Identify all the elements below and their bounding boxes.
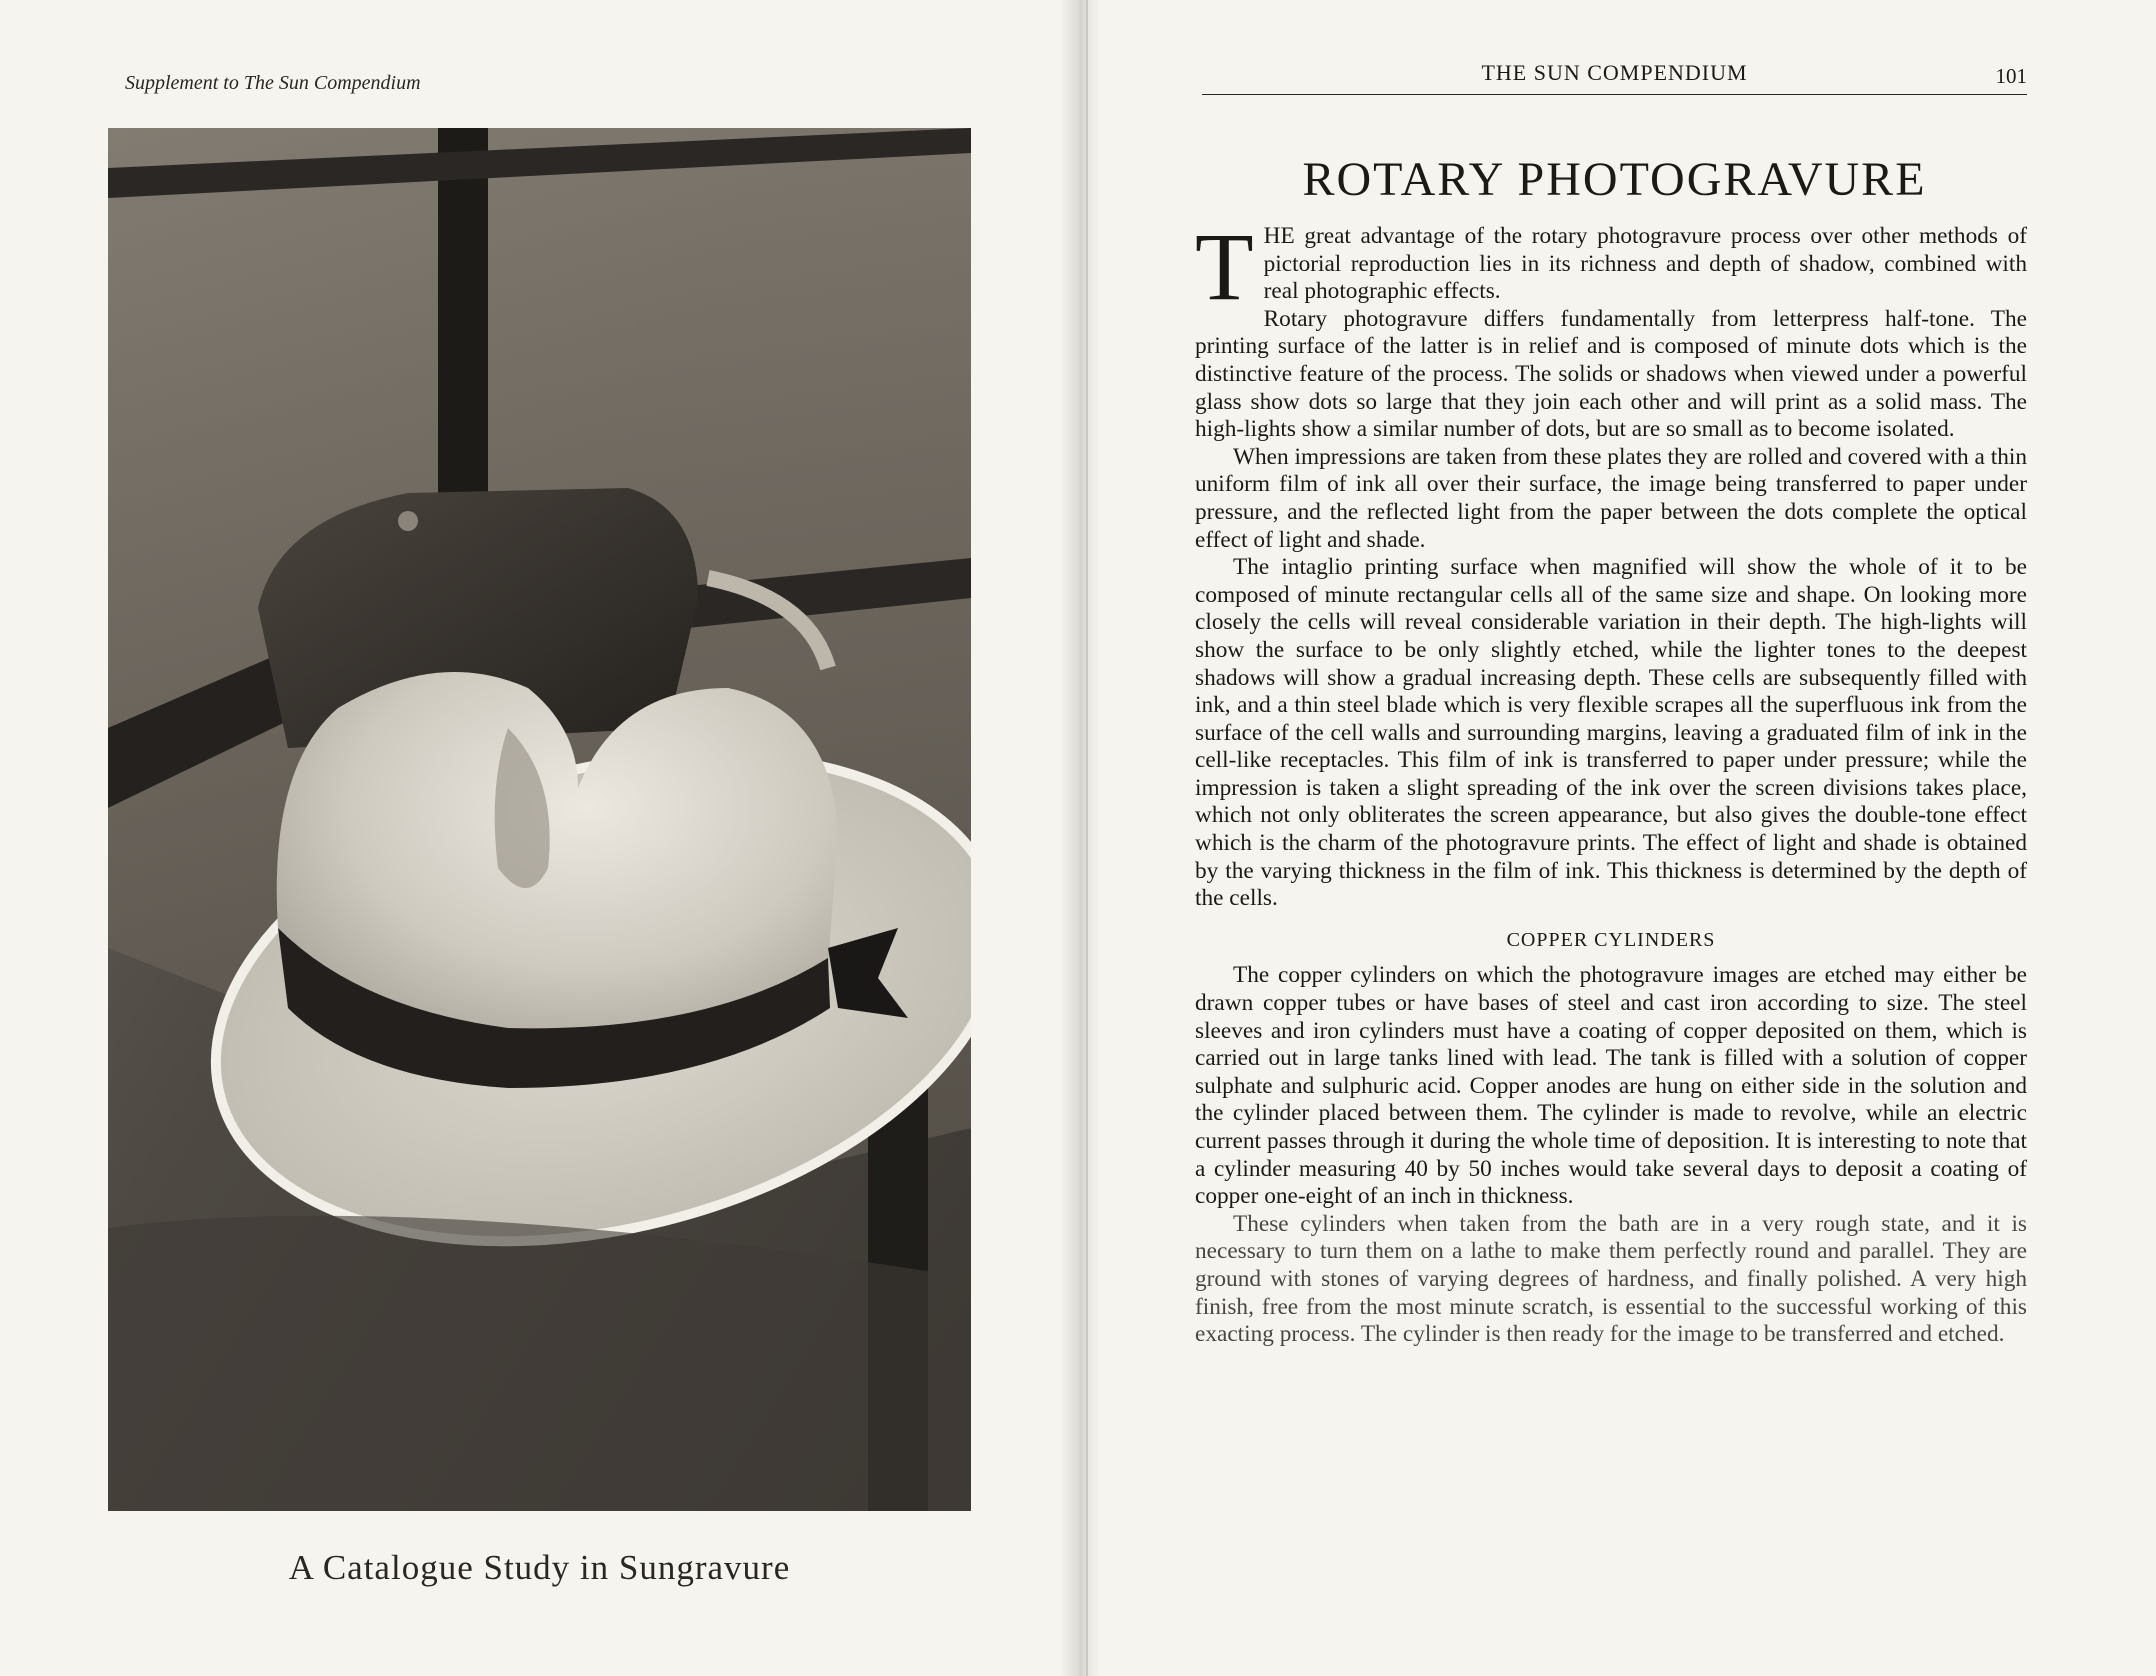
body-paragraph: These cylinders when taken from the bath are in a very rough state, and it is necessary to turn them on a lathe to make them perfectly round and parallel. They are ground with stones of varying degrees of hardness, and finally polished. A very high finish, free from the most minute scratch, is essential to the successful working of this exacting process. The cylinder is then ready for the image to be transferred and etched. bbox=[1195, 1210, 2027, 1348]
section-subheading: COPPER CYLINDERS bbox=[1506, 928, 1716, 951]
body-paragraph: The intaglio printing surface when magnified will show the whole of it to be composed of minute rectangular cells all of the same size and shape. On looking more closely the cells will reveal considerable variation in their depth. The high-lights will show the surface to be only slightly etched, while the lighter tones to the deepest shadows will show a gradual increasing depth. These cells are subsequently filled with ink, and a thin steel blade which is very flexible scrapes all the superfluous ink from the surface of the cell walls and surrounding margins, leaving a graduated film of ink in the cell-like receptacles. This film of ink is transferred to paper under pressure; while the impression is taken a slight spreading of the ink over the screen divisions takes place, which not only obliterates the screen appearance, but also gives the double-tone effect which is the charm of the photogravure prints. The effect of light and shade is obtained by the varying thickness in the film of ink. This thickness is determined by the depth of the cells. bbox=[1195, 554, 2027, 912]
lead-paragraph bbox=[1195, 213, 2027, 320]
hat-and-camera-photograph bbox=[108, 128, 971, 1511]
left-running-head: Supplement to The Sun Compendium bbox=[125, 72, 421, 94]
right-running-head bbox=[1202, 60, 2027, 95]
article-body bbox=[1195, 213, 2027, 1349]
book-gutter-shadow bbox=[1060, 0, 1100, 1676]
photo-caption: A Catalogue Study in Sungravure bbox=[288, 1548, 791, 1587]
lead-small-caps: HE bbox=[1263, 223, 1295, 249]
body-paragraph: The copper cylinders on which the photogravure images are etched may either be drawn copper tubes or have bases of steel and cast iron according to size. The steel sleeves and iron cylinders must have a coating of copper deposited on them, which is carried out in large tanks lined with lead. The tank is filled with a solution of copper sulphate and sulphuric acid. Copper anodes are hung on either side in the solution and the cylinder placed between them. The cylinder is made to revolve, while an electric current passes through it during the whole time of deposition. It is interesting to note that a cylinder measuring 40 by 50 inches would take several days to deposit a coating of copper one-eight of an inch in thickness. bbox=[1195, 962, 2027, 1210]
article-title: ROTARY PHOTOGRAVURE bbox=[1302, 153, 1927, 206]
lead-paragraph-text: great advantage of the rotary photogravure process over other methods of pictorial reproduction lies in its richness and depth of shadow, combined with real photographic effects. bbox=[1263, 223, 2027, 305]
body-paragraph: When impressions are taken from these plates they are rolled and covered with a thin uniform film of ink all over their surface, the image being transferred to paper under pressure, and the reflected light from the paper between the dots complete the optical effect of light and shade. bbox=[1195, 443, 2027, 553]
page-number: 101 bbox=[1995, 64, 2027, 88]
body-paragraph: Rotary photogravure differs fundamentally from letterpress half-tone. The printing surface of the latter is in relief and is composed of minute dots which is the distinctive feature of the process. The solids or shadows when viewed under a powerful glass show dots so large that they join each other and will print as a solid mass. The high-lights show a similar number of dots, but are so small as to become isolated. bbox=[1195, 305, 2027, 443]
page-fold bbox=[1086, 0, 1088, 1676]
running-head-title: THE SUN COMPENDIUM bbox=[1481, 60, 1748, 85]
drop-cap: T bbox=[1195, 213, 1254, 320]
